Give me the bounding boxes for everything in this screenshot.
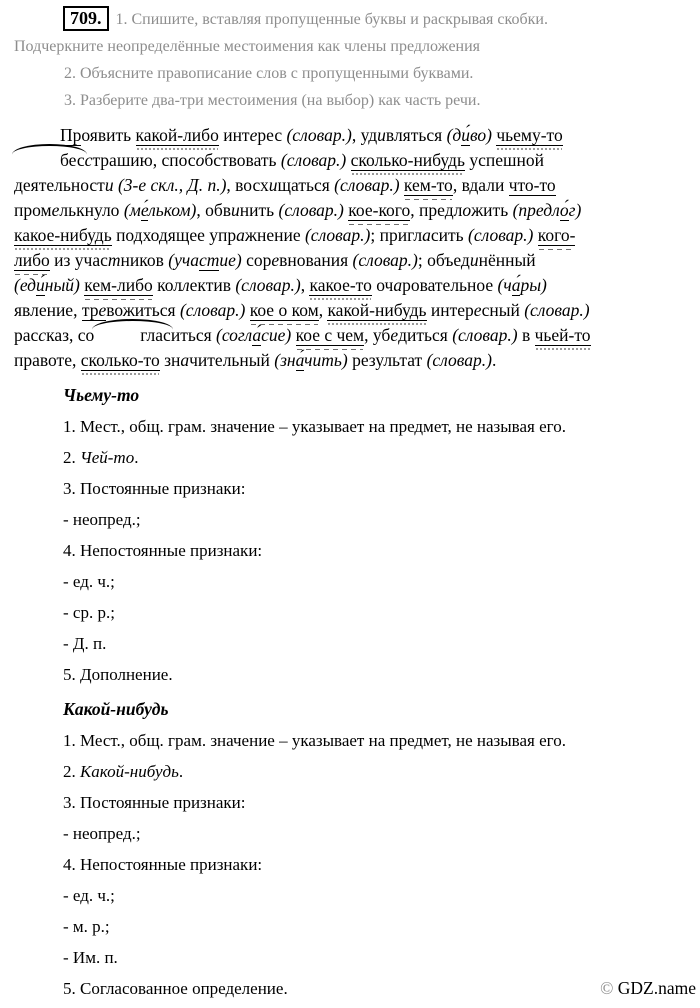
text-segment: а́	[511, 275, 521, 295]
text-segment: зн	[159, 350, 181, 370]
text-segment: оявить	[81, 125, 136, 145]
text-segment: ; пригл	[370, 225, 423, 245]
text-segment: чить)	[304, 350, 348, 370]
text-segment	[291, 325, 295, 345]
text-segment: либо	[14, 250, 50, 270]
text-segment: 3. Постоянные признаки:	[63, 793, 246, 812]
text-segment: о́	[559, 200, 569, 220]
copyright	[600, 978, 696, 999]
text-segment: успешной	[464, 150, 544, 170]
text-segment: тр	[81, 300, 99, 320]
text-segment: кем-либо	[84, 275, 153, 295]
text-segment: нить	[239, 200, 279, 220]
text-segment: 4. Непостоянные признаки:	[63, 855, 263, 874]
text-segment: какой-нибудь	[327, 300, 427, 320]
text-segment: ный)	[44, 275, 80, 295]
text-segment: нённый	[478, 250, 536, 270]
text-segment: , предл	[410, 200, 463, 220]
copyright-text: GDZ.name	[617, 978, 696, 998]
text-segment: Какой-нибудь	[80, 762, 179, 781]
analysis-item	[63, 477, 696, 501]
text-segment: (словар.)	[280, 150, 347, 170]
analysis-items	[63, 415, 696, 687]
text-segment: (ед	[14, 275, 37, 295]
analysis-item	[63, 977, 288, 1001]
analysis-title: Какой-нибудь	[63, 699, 169, 719]
text-segment: рас	[14, 325, 39, 345]
text-segment: сколько-то	[80, 350, 160, 370]
text-segment: о	[195, 150, 205, 170]
text-segment: , обв	[196, 200, 232, 220]
text-segment: сие)	[261, 325, 292, 345]
text-segment: л	[182, 275, 190, 295]
text-segment: чьему-то	[496, 125, 563, 145]
text-segment: чительный	[189, 350, 275, 370]
text-segment: сколько-нибудь	[350, 150, 465, 170]
text-segment: какое-нибудь	[14, 225, 112, 245]
text-segment: е́	[140, 200, 149, 220]
text-segment: .	[491, 350, 497, 370]
text-segment: сный	[481, 300, 525, 320]
text-segment: а	[393, 275, 403, 295]
analysis-item	[63, 601, 696, 625]
analysis-item	[63, 884, 696, 908]
text-segment: глас	[94, 323, 171, 348]
text-segment: ры)	[520, 275, 547, 295]
task-instruction-1	[14, 6, 696, 60]
text-segment: с	[38, 325, 47, 345]
text-segment: 4. Непостоянные признаки:	[63, 541, 263, 560]
text-segment: с	[84, 150, 93, 170]
task-text-line-2: Подчеркните неопределённые местоимения как члены предложения	[14, 38, 481, 55]
text-segment: (словар.)	[334, 175, 400, 195]
text-segment: (словар.)	[426, 350, 492, 370]
text-segment: явление,	[14, 300, 82, 320]
text-segment: ,	[300, 275, 310, 295]
text-segment: (д	[446, 125, 462, 145]
analysis-item	[63, 729, 696, 753]
text-segment: (словар.)	[179, 300, 246, 320]
analysis-section-kakoy-nibud	[63, 697, 696, 1008]
text-segment: какой-либо	[135, 125, 219, 145]
text-segment: 1. Мест., общ. грам. значение – указывает на предмет, не называя его.	[63, 417, 566, 436]
text-segment: о	[462, 200, 472, 220]
text-segment: .	[134, 448, 139, 467]
text-segment: 5. Дополнение.	[63, 665, 173, 684]
text-segment: кое о ком	[249, 300, 319, 320]
analysis-item	[63, 415, 696, 439]
copyright-icon: ©	[600, 978, 614, 998]
text-segment: иться	[170, 325, 217, 345]
text-segment: г)	[568, 200, 582, 220]
analysis-item	[63, 632, 696, 656]
analysis-title: Чьему-то	[63, 385, 140, 405]
text-segment: во)	[470, 125, 492, 145]
text-segment: т	[107, 250, 121, 270]
analysis-item	[63, 853, 696, 877]
text-segment: (м	[123, 200, 141, 220]
text-segment: интер	[426, 300, 474, 320]
text-segment: - неопред.;	[63, 824, 141, 843]
text-segment: внования	[279, 250, 353, 270]
text-segment: (ч	[497, 275, 512, 295]
text-segment: 5. Согласованное определение.	[63, 979, 288, 998]
text-segment: , восх	[226, 175, 269, 195]
analysis-item	[63, 791, 696, 815]
text-segment: - ср. р.;	[63, 603, 115, 622]
text-segment: и	[104, 175, 114, 195]
text-segment: пром	[14, 200, 52, 220]
exercise-number-badge: 709.	[63, 6, 109, 31]
text-segment: а́	[252, 325, 262, 345]
text-segment: ектив	[189, 275, 236, 295]
text-segment: чьей-то	[534, 325, 591, 345]
text-segment: (словар.)	[452, 325, 518, 345]
text-segment: 1. Мест., общ. грам. значение – указывает на предмет, не называя его.	[63, 731, 566, 750]
text-segment: вожиться	[106, 300, 180, 320]
text-segment: (словар.)	[524, 300, 590, 320]
text-segment: льком)	[148, 200, 197, 220]
text-segment: (согл	[216, 325, 253, 345]
text-segment: Пр	[60, 125, 82, 145]
text-segment: - Им. п.	[63, 948, 118, 967]
text-segment: е	[249, 125, 258, 145]
text-segment: правоте,	[14, 350, 81, 370]
text-segment: бес	[14, 148, 85, 173]
bottom-row	[63, 977, 696, 1008]
analysis-item	[63, 508, 696, 532]
text-segment: , уд	[351, 125, 378, 145]
text-segment: и	[469, 250, 479, 270]
text-segment: оч	[371, 275, 394, 295]
text-segment: 2.	[63, 762, 80, 781]
text-segment: жить	[471, 200, 513, 220]
text-segment: каз, со	[46, 325, 95, 345]
text-segment: - м. р.;	[63, 917, 110, 936]
text-segment: а́	[295, 350, 305, 370]
text-segment: (уча	[168, 250, 199, 270]
analysis-item	[63, 760, 696, 784]
text-segment: и	[268, 175, 278, 195]
text-segment: Чей-то	[80, 448, 135, 467]
text-segment: сить	[430, 225, 468, 245]
text-segment: диться	[398, 325, 453, 345]
text-segment: - ед. ч.;	[63, 572, 115, 591]
text-segment: е	[390, 325, 399, 345]
text-segment: кол	[152, 275, 183, 295]
text-segment: кое с чем	[295, 325, 365, 345]
text-segment: и́	[461, 125, 470, 145]
text-segment: 2.	[63, 448, 80, 467]
text-segment: (3-е скл., Д. п.)	[117, 175, 227, 195]
text-segment: е	[98, 300, 107, 320]
text-segment: , уб	[364, 325, 391, 345]
text-segment: ст	[198, 250, 220, 270]
analysis-section-chyemu-to	[63, 383, 696, 687]
text-segment: результат	[347, 350, 427, 370]
text-segment: (словар.)	[235, 275, 301, 295]
text-segment: кое-кого	[348, 200, 411, 220]
text-segment: ровательное	[402, 275, 498, 295]
text-segment: (словар.)	[286, 125, 352, 145]
text-segment: (словар.)	[352, 250, 418, 270]
text-segment: а	[236, 225, 245, 245]
text-segment: , вдали	[452, 175, 509, 195]
text-segment: .	[178, 762, 184, 781]
text-segment: (зн	[274, 350, 296, 370]
text-segment: (словар.)	[304, 225, 371, 245]
text-segment: (словар.)	[278, 200, 344, 220]
text-segment: - ед. ч.;	[63, 886, 115, 905]
analysis-item	[63, 539, 696, 563]
analysis-item	[63, 822, 696, 846]
analysis-item	[63, 946, 696, 970]
text-segment: а	[180, 350, 190, 370]
exercise-header	[14, 6, 696, 114]
analysis-item	[63, 915, 696, 939]
text-segment: щаться	[277, 175, 335, 195]
text-segment: лькнуло	[59, 200, 124, 220]
text-segment: а	[422, 225, 431, 245]
text-segment: ; объед	[417, 250, 470, 270]
text-segment: жнение	[244, 225, 305, 245]
exercise-text	[14, 123, 696, 373]
analysis-item	[63, 446, 696, 470]
text-segment: трашию, спос	[92, 150, 196, 170]
text-segment: ,	[318, 300, 328, 320]
text-segment: подходящее упр	[111, 225, 237, 245]
text-segment: (словар.)	[468, 225, 534, 245]
analysis-item	[63, 570, 696, 594]
text-segment: инт	[218, 125, 250, 145]
analysis-item	[63, 663, 696, 687]
text-segment: 3. Постоянные признаки:	[63, 479, 246, 498]
task-instruction-2: 2. Объясните правописание слов с пропущенными буквами.	[64, 65, 474, 82]
text-segment	[346, 150, 350, 170]
text-segment: е	[473, 300, 482, 320]
text-segment: и́	[36, 275, 45, 295]
text-segment: какое-то	[309, 275, 372, 295]
text-segment: кого-	[537, 225, 576, 245]
text-segment: сор	[241, 250, 272, 270]
task-instruction-3: 3. Разберите два-три местоимения (на выбор) как часть речи.	[64, 92, 481, 109]
text-segment: ников	[120, 250, 169, 270]
text-segment: (предл	[512, 200, 560, 220]
text-segment: ие)	[219, 250, 242, 270]
task-text-line-1: 1. Спишите, вставляя пропущенные буквы и раскрывая скобки.	[115, 11, 548, 28]
text-segment: е	[51, 200, 60, 220]
text-segment: из учас	[49, 250, 108, 270]
text-segment: вляться	[385, 125, 447, 145]
text-segment: что-то	[508, 175, 556, 195]
text-segment: бствовать	[204, 150, 281, 170]
text-segment: рес	[257, 125, 287, 145]
text-segment: и	[231, 200, 240, 220]
text-segment: кем-то	[403, 175, 453, 195]
text-segment: деятельност	[14, 175, 105, 195]
text-segment: - Д. п.	[63, 634, 107, 653]
analysis-items	[63, 729, 696, 970]
text-segment: и	[377, 125, 386, 145]
text-segment: в	[517, 325, 535, 345]
text-segment: - неопред.;	[63, 510, 141, 529]
text-segment: е	[271, 250, 280, 270]
